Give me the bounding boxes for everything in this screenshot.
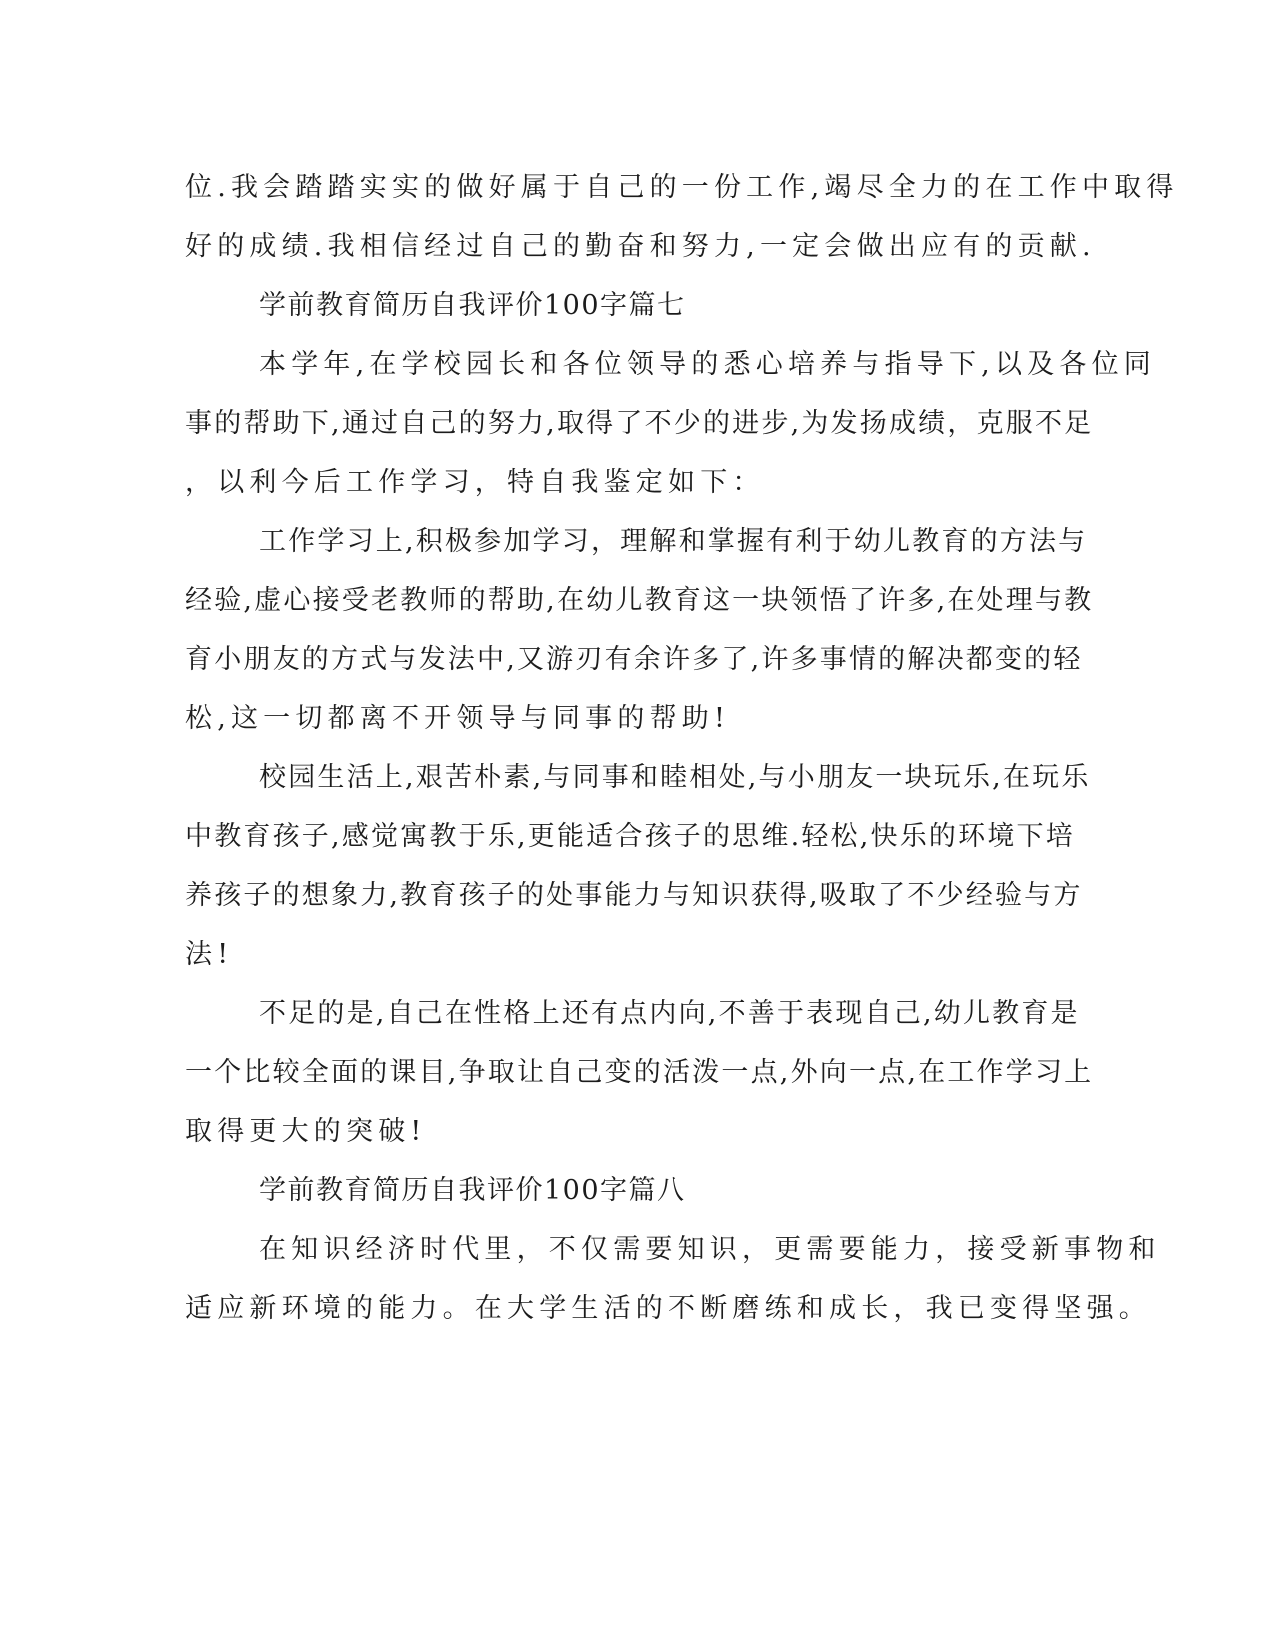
paragraph-line: 育小朋友的方式与发法中,又游刃有余许多了,许多事情的解决都变的轻: [185, 644, 1083, 675]
paragraph-line: 松,这一切都离不开领导与同事的帮助!: [185, 703, 731, 734]
paragraph-line: 中教育孩子,感觉寓教于乐,更能适合孩子的思维.轻松,快乐的环境下培: [185, 821, 1075, 852]
paragraph-line: 养孩子的想象力,教育孩子的处事能力与知识获得,吸取了不少经验与方: [185, 880, 1083, 911]
paragraph-line: 本学年,在学校园长和各位领导的悉心培养与指导下,以及各位同: [259, 349, 1156, 380]
paragraph-line: 位.我会踏踏实实的做好属于自己的一份工作,竭尽全力的在工作中取得: [185, 172, 1179, 203]
paragraph-line: 一个比较全面的课目,争取让自己变的活泼一点,外向一点,在工作学习上: [185, 1057, 1094, 1088]
paragraph-line: 在知识经济时代里，不仅需要知识，更需要能力，接受新事物和: [259, 1234, 1161, 1265]
document-body: [185, 158, 1179, 1338]
paragraph-line: 校园生活上,艰苦朴素,与同事和睦相处,与小朋友一块玩乐,在玩乐: [259, 762, 1091, 793]
paragraph-line: 适应新环境的能力。在大学生活的不断磨练和成长，我已变得坚强。: [185, 1293, 1151, 1324]
paragraph-line: 法!: [185, 939, 234, 970]
section-heading-8: 学前教育简历自我评价100字篇八: [259, 1175, 686, 1206]
paragraph-line: 好的成绩.我相信经过自己的勤奋和努力,一定会做出应有的贡献.: [185, 231, 1096, 262]
paragraph-line: 事的帮助下,通过自己的努力,取得了不少的进步,为发扬成绩，克服不足: [185, 408, 1094, 439]
paragraph-line: 取得更大的突破!: [185, 1116, 427, 1147]
section-heading-7: 学前教育简历自我评价100字篇七: [259, 290, 686, 321]
paragraph-line: 经验,虚心接受老教师的帮助,在幼儿教育这一块领悟了许多,在处理与教: [185, 585, 1094, 616]
paragraph-line: ，以利今后工作学习，特自我鉴定如下：: [185, 467, 765, 498]
paragraph-line: 工作学习上,积极参加学习，理解和掌握有利于幼儿教育的方法与: [259, 526, 1088, 557]
paragraph-line: 不足的是,自己在性格上还有点内向,不善于表现自己,幼儿教育是: [259, 998, 1080, 1029]
